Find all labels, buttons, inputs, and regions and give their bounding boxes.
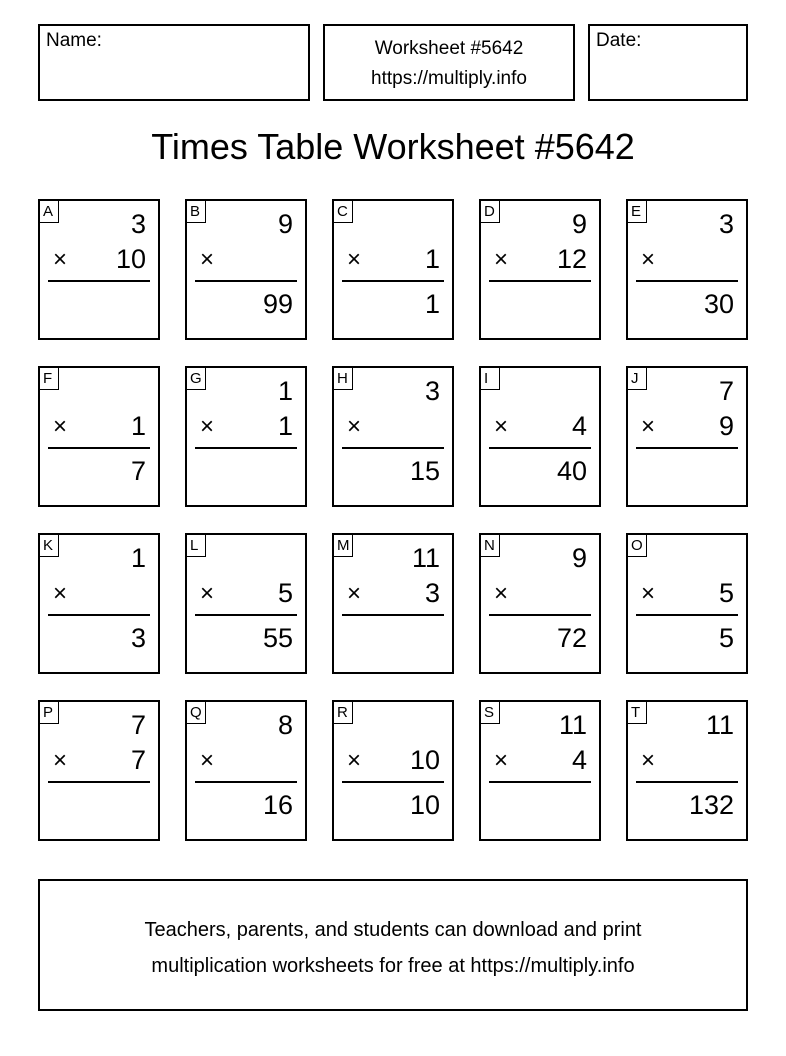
problem-box[interactable] (185, 533, 307, 674)
times-sign: × (494, 413, 509, 440)
footer-note (38, 879, 748, 1011)
problem-box[interactable] (626, 700, 748, 841)
times-sign: × (494, 580, 509, 607)
problem-label: O (628, 535, 647, 557)
problem-label: F (40, 368, 59, 390)
multiplicand[interactable]: 8 (277, 710, 293, 740)
times-sign: × (494, 747, 509, 774)
times-sign: × (641, 580, 656, 607)
answer-rule (489, 781, 591, 783)
problem-box[interactable] (38, 533, 160, 674)
times-sign: × (641, 246, 656, 273)
multiplier[interactable]: 10 (409, 745, 440, 775)
answer-rule (489, 447, 591, 449)
problem-box[interactable] (479, 533, 601, 674)
product[interactable]: 10 (409, 790, 440, 820)
problem-label: C (334, 201, 353, 223)
multiplicand[interactable]: 9 (571, 209, 587, 239)
answer-rule (195, 447, 297, 449)
problem-label: D (481, 201, 500, 223)
times-sign: × (641, 747, 656, 774)
multiplicand[interactable]: 9 (571, 543, 587, 573)
times-sign: × (53, 580, 68, 607)
times-sign: × (53, 747, 68, 774)
multiplier[interactable]: 10 (115, 244, 146, 274)
multiplier[interactable]: 5 (277, 578, 293, 608)
answer-rule (195, 781, 297, 783)
answer-rule (48, 447, 150, 449)
answer-rule (636, 447, 738, 449)
multiplicand[interactable]: 9 (277, 209, 293, 239)
problem-label: M (334, 535, 353, 557)
problem-label: G (187, 368, 206, 390)
problem-label: S (481, 702, 500, 724)
answer-rule (48, 280, 150, 282)
times-sign: × (347, 580, 362, 607)
multiplier[interactable]: 5 (718, 578, 734, 608)
problem-label: T (628, 702, 647, 724)
problem-box[interactable] (185, 199, 307, 340)
problem-label: J (628, 368, 647, 390)
problem-box[interactable] (332, 700, 454, 841)
multiplier[interactable]: 12 (556, 244, 587, 274)
problem-box[interactable] (479, 366, 601, 507)
problem-box[interactable] (626, 533, 748, 674)
multiplicand[interactable]: 7 (130, 710, 146, 740)
product[interactable]: 72 (556, 623, 587, 653)
times-sign: × (347, 246, 362, 273)
problem-box[interactable] (332, 366, 454, 507)
multiplier[interactable]: 1 (424, 244, 440, 274)
answer-rule (342, 447, 444, 449)
multiplicand[interactable]: 11 (705, 710, 734, 740)
product[interactable]: 15 (409, 456, 440, 486)
problem-box[interactable] (185, 700, 307, 841)
problem-box[interactable] (479, 700, 601, 841)
answer-rule (195, 280, 297, 282)
product[interactable]: 7 (130, 456, 146, 486)
problem-label: Q (187, 702, 206, 724)
problem-label: A (40, 201, 59, 223)
problem-label: H (334, 368, 353, 390)
product[interactable]: 1 (424, 289, 440, 319)
footer-line-1: Teachers, parents, and students can download and print (144, 919, 642, 941)
multiplier[interactable]: 1 (130, 411, 146, 441)
answer-rule (48, 781, 150, 783)
multiplicand[interactable]: 11 (411, 543, 440, 573)
name-label: Name: (46, 30, 102, 51)
problem-box[interactable] (479, 199, 601, 340)
times-sign: × (200, 580, 215, 607)
date-label: Date: (596, 30, 642, 51)
times-sign: × (200, 413, 215, 440)
multiplier[interactable]: 3 (424, 578, 440, 608)
problem-label: B (187, 201, 206, 223)
answer-rule (636, 280, 738, 282)
multiplicand[interactable]: 1 (130, 543, 146, 573)
problem-label: P (40, 702, 59, 724)
product[interactable]: 40 (556, 456, 587, 486)
times-sign: × (494, 246, 509, 273)
problem-label: E (628, 201, 647, 223)
answer-rule (342, 781, 444, 783)
multiplier[interactable]: 4 (571, 411, 587, 441)
problem-box[interactable] (332, 199, 454, 340)
problem-box[interactable] (332, 533, 454, 674)
problem-box[interactable] (38, 366, 160, 507)
answer-rule (489, 614, 591, 616)
product[interactable]: 132 (688, 790, 734, 820)
product[interactable]: 30 (703, 289, 734, 319)
times-sign: × (200, 246, 215, 273)
problem-box[interactable] (38, 700, 160, 841)
multiplicand[interactable]: 3 (718, 209, 734, 239)
times-sign: × (641, 413, 656, 440)
site-url: https://multiply.info (371, 68, 527, 89)
product[interactable]: 16 (262, 790, 293, 820)
times-sign: × (53, 246, 68, 273)
problem-box[interactable] (38, 199, 160, 340)
times-sign: × (53, 413, 68, 440)
times-sign: × (347, 413, 362, 440)
times-sign: × (347, 747, 362, 774)
answer-rule (342, 614, 444, 616)
multiplicand[interactable]: 3 (130, 209, 146, 239)
answer-rule (195, 614, 297, 616)
problem-label: R (334, 702, 353, 724)
multiplier[interactable]: 9 (718, 411, 734, 441)
answer-rule (489, 280, 591, 282)
answer-rule (342, 280, 444, 282)
problem-box[interactable] (626, 199, 748, 340)
problem-label: I (481, 368, 500, 390)
footer-line-2: multiplication worksheets for free at https://multiply.info (151, 955, 635, 977)
problem-box[interactable] (626, 366, 748, 507)
worksheet-number: Worksheet #5642 (374, 38, 524, 59)
answer-rule (636, 614, 738, 616)
multiplicand[interactable]: 3 (424, 376, 440, 406)
problem-label: N (481, 535, 500, 557)
problem-label: L (187, 535, 206, 557)
product[interactable]: 99 (262, 289, 293, 319)
multiplier[interactable]: 7 (130, 745, 146, 775)
answer-rule (636, 781, 738, 783)
times-sign: × (200, 747, 215, 774)
multiplicand[interactable]: 7 (718, 376, 734, 406)
multiplier[interactable]: 4 (571, 745, 587, 775)
product[interactable]: 5 (718, 623, 734, 653)
product[interactable]: 3 (130, 623, 146, 653)
multiplicand[interactable]: 1 (277, 376, 293, 406)
page-title: Times Table Worksheet #5642 (151, 126, 635, 167)
problem-box[interactable] (185, 366, 307, 507)
problem-label: K (40, 535, 59, 557)
multiplicand[interactable]: 11 (558, 710, 587, 740)
product[interactable]: 55 (262, 623, 293, 653)
multiplier[interactable]: 1 (277, 411, 293, 441)
answer-rule (48, 614, 150, 616)
